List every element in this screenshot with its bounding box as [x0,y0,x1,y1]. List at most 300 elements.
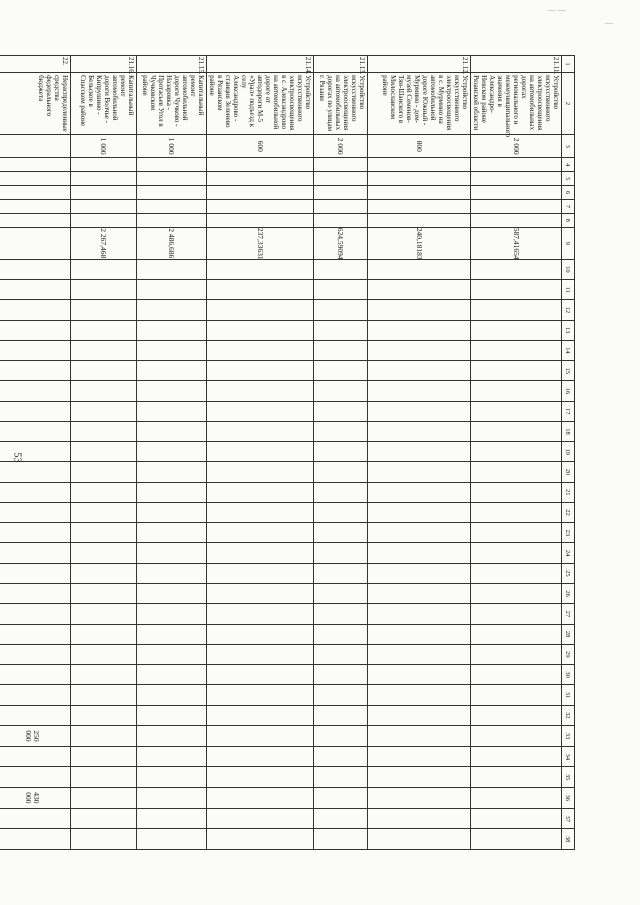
empty-cell [137,502,207,522]
empty-cell [137,200,207,214]
value-col-33 [71,725,137,746]
empty-cell [368,213,471,227]
empty-cell [137,604,207,624]
empty-cell [314,300,368,320]
empty-cell [0,685,71,705]
column-number: 28 [562,624,575,644]
empty-cell [207,747,314,767]
row-name: Устройство искусственного электроосвещения на автомобильных дорогах по улицам г. Рязани [314,73,368,135]
empty-cell [471,259,562,279]
budget-table [0,55,575,850]
empty-cell [207,381,314,401]
empty-cell [71,523,137,543]
value-col-9: 587,41654 [471,227,562,259]
value-col-9: 240,18183 [368,227,471,259]
value-col-36 [207,787,314,808]
row-index: 22. [0,56,71,73]
empty-cell [368,482,471,502]
empty-cell [71,320,137,340]
empty-cell [368,259,471,279]
empty-cell [207,809,314,829]
column-number: 9 [562,227,575,259]
empty-cell [137,482,207,502]
empty-cell [137,401,207,421]
empty-cell [207,401,314,421]
value-col-36 [471,787,562,808]
empty-cell [314,340,368,360]
empty-cell [471,543,562,563]
column-number: 10 [562,259,575,279]
column-number: 8 [562,213,575,227]
empty-cell [0,665,71,685]
empty-cell [368,442,471,462]
table-row [368,56,471,850]
empty-cell [368,523,471,543]
empty-cell [368,644,471,664]
empty-cell [137,172,207,186]
empty-cell [0,186,71,200]
empty-cell [314,829,368,850]
empty-cell [207,462,314,482]
empty-cell [471,340,562,360]
empty-cell [368,280,471,300]
empty-cell [71,829,137,850]
empty-cell [314,563,368,583]
empty-cell [314,186,368,200]
empty-cell [71,280,137,300]
column-number: 2 [562,73,575,135]
empty-cell [137,421,207,441]
empty-cell [71,200,137,214]
empty-cell [368,361,471,381]
empty-cell [368,340,471,360]
empty-cell [368,583,471,603]
empty-cell [471,502,562,522]
empty-cell [71,543,137,563]
empty-cell [0,809,71,829]
empty-cell [207,665,314,685]
column-number: 6 [562,186,575,200]
column-number: 34 [562,747,575,767]
empty-cell [207,482,314,502]
empty-cell [137,705,207,725]
empty-cell [314,604,368,624]
empty-cell [0,705,71,725]
column-number: 22 [562,502,575,522]
empty-cell [137,523,207,543]
row-name: Капитальный ремонт автомобильной дороги Волчье - Кипрушино - Бельское в Спасском районе [71,73,137,135]
empty-cell [71,172,137,186]
value-col-33 [137,725,207,746]
empty-cell [71,361,137,381]
empty-cell [137,644,207,664]
value-col-33 [314,725,368,746]
empty-cell [207,300,314,320]
empty-cell [471,685,562,705]
column-number: 30 [562,665,575,685]
empty-cell [71,340,137,360]
empty-cell [137,462,207,482]
value-col-3: 600 [207,134,314,157]
empty-cell [314,401,368,421]
empty-cell [207,340,314,360]
empty-cell [0,747,71,767]
empty-cell [71,462,137,482]
empty-cell [71,300,137,320]
empty-cell [71,482,137,502]
empty-cell [137,381,207,401]
empty-cell [0,259,71,279]
value-col-33: 250 000 [0,725,71,746]
empty-cell [314,502,368,522]
empty-cell [207,442,314,462]
value-col-3: 1 000 [71,134,137,157]
empty-cell [0,361,71,381]
value-col-9: 2 486,686 [137,227,207,259]
column-number: 13 [562,320,575,340]
empty-cell [314,442,368,462]
table-row [314,56,368,850]
empty-cell [314,259,368,279]
empty-cell [137,583,207,603]
empty-cell [471,482,562,502]
empty-cell [207,280,314,300]
empty-cell [471,186,562,200]
empty-cell [0,421,71,441]
column-number: 35 [562,767,575,787]
empty-cell [471,381,562,401]
row-index: 21.16. [71,56,137,73]
empty-cell [368,300,471,320]
column-number: 16 [562,381,575,401]
empty-cell [368,200,471,214]
empty-cell [471,644,562,664]
empty-cell [207,767,314,787]
empty-cell [314,462,368,482]
empty-cell [71,421,137,441]
empty-cell [0,523,71,543]
column-number: 36 [562,787,575,808]
empty-cell [314,482,368,502]
empty-cell [71,809,137,829]
empty-cell [71,563,137,583]
empty-cell [368,685,471,705]
empty-cell [314,809,368,829]
empty-cell [207,213,314,227]
table-row [471,56,562,850]
empty-cell [0,172,71,186]
empty-cell [137,213,207,227]
column-number: 17 [562,401,575,421]
column-number: 37 [562,809,575,829]
value-col-3 [0,134,71,157]
empty-cell [71,624,137,644]
row-index: 21.14. [207,56,314,73]
empty-cell [0,644,71,664]
empty-cell [71,685,137,705]
empty-cell [0,381,71,401]
empty-cell [368,421,471,441]
empty-cell [471,401,562,421]
column-number: 7 [562,200,575,214]
empty-cell [314,320,368,340]
empty-cell [471,665,562,685]
empty-cell [207,200,314,214]
empty-cell [471,604,562,624]
column-number: 11 [562,280,575,300]
empty-cell [71,747,137,767]
empty-cell [471,624,562,644]
empty-cell [314,381,368,401]
empty-cell [207,259,314,279]
empty-cell [368,502,471,522]
empty-cell [0,829,71,850]
empty-cell [471,300,562,320]
empty-cell [471,320,562,340]
empty-cell [314,172,368,186]
empty-cell [207,829,314,850]
empty-cell [471,563,562,583]
empty-cell [71,705,137,725]
empty-cell [368,158,471,172]
empty-cell [207,502,314,522]
empty-cell [137,685,207,705]
row-index: 21.15. [137,56,207,73]
value-col-33 [368,725,471,746]
column-number: 33 [562,725,575,746]
empty-cell [314,624,368,644]
table-row [71,56,137,850]
column-number: 1 [562,56,575,73]
empty-cell [368,563,471,583]
empty-cell [207,172,314,186]
table-row [137,56,207,850]
empty-cell [71,259,137,279]
empty-cell [71,583,137,603]
empty-cell [71,665,137,685]
empty-cell [0,401,71,421]
empty-cell [207,583,314,603]
column-number: 14 [562,340,575,360]
empty-cell [137,340,207,360]
value-col-3: 1 000 [137,134,207,157]
empty-cell [207,604,314,624]
value-col-3: 2 000 [314,134,368,157]
column-number-row [562,56,575,850]
empty-cell [0,300,71,320]
table-row [0,56,71,850]
row-name: Нераспределенные средства федерального бюджета [0,73,71,135]
empty-cell [368,624,471,644]
empty-cell [471,809,562,829]
empty-cell [368,462,471,482]
empty-cell [314,280,368,300]
empty-cell [368,381,471,401]
empty-cell [137,259,207,279]
column-number: 24 [562,543,575,563]
empty-cell [471,705,562,725]
empty-cell [0,442,71,462]
empty-cell [368,320,471,340]
value-col-36: 430 000 [0,787,71,808]
empty-cell [314,665,368,685]
empty-cell [0,280,71,300]
column-number: 27 [562,604,575,624]
empty-cell [137,280,207,300]
rotated-table-content [24,55,575,850]
empty-cell [137,829,207,850]
scan-mark: ﹏ ﹏ [548,3,566,12]
empty-cell [71,186,137,200]
column-number: 29 [562,644,575,664]
column-number: 15 [562,361,575,381]
empty-cell [0,767,71,787]
empty-cell [0,604,71,624]
empty-cell [207,320,314,340]
empty-cell [314,685,368,705]
empty-cell [471,280,562,300]
empty-cell [0,320,71,340]
empty-cell [368,172,471,186]
empty-cell [207,523,314,543]
empty-cell [207,624,314,644]
value-col-36 [71,787,137,808]
empty-cell [0,502,71,522]
empty-cell [137,767,207,787]
column-number: 32 [562,705,575,725]
empty-cell [0,583,71,603]
empty-cell [314,421,368,441]
empty-cell [71,442,137,462]
empty-cell [71,502,137,522]
row-name: Устройство искусственного электроосвещения на автомобильных дорогах регионального и межмуниципального значения в Александро-Невском районе Рязанской области [471,73,562,135]
empty-cell [368,767,471,787]
value-col-9: 237,33631 [207,227,314,259]
empty-cell [207,685,314,705]
row-name: Капитальный ремонт автомобильной дороги Чучково - Назаровка - Протасьев Угол в Чучковском районе [137,73,207,135]
empty-cell [0,624,71,644]
empty-cell [471,829,562,850]
row-name: Устройство искусственного электроосвещения в с. Мурмино на автомобильной дороге Южный - Мурмино - дом-музей Семенов-Тян-Шанского в Милославском районе [368,73,471,135]
empty-cell [368,665,471,685]
empty-cell [137,300,207,320]
empty-cell [471,421,562,441]
empty-cell [137,543,207,563]
column-number: 5 [562,172,575,186]
empty-cell [207,705,314,725]
value-col-33 [207,725,314,746]
empty-cell [368,401,471,421]
rotated-table-frame [24,55,575,850]
empty-cell [314,583,368,603]
empty-cell [207,644,314,664]
empty-cell [0,340,71,360]
column-number: 20 [562,462,575,482]
empty-cell [71,213,137,227]
value-col-36 [368,787,471,808]
empty-cell [137,361,207,381]
value-col-33 [471,725,562,746]
column-number: 25 [562,563,575,583]
empty-cell [471,523,562,543]
empty-cell [207,361,314,381]
empty-cell [314,200,368,214]
empty-cell [368,747,471,767]
page-number: 53 [11,452,23,463]
empty-cell [471,172,562,186]
empty-cell [368,705,471,725]
value-col-9 [0,227,71,259]
empty-cell [471,213,562,227]
empty-cell [137,665,207,685]
column-number: 26 [562,583,575,603]
empty-cell [137,186,207,200]
empty-cell [471,583,562,603]
value-col-36 [137,787,207,808]
scan-mark: — [605,18,613,27]
empty-cell [368,829,471,850]
column-number: 12 [562,300,575,320]
empty-cell [368,543,471,563]
value-col-3: 2 000 [471,134,562,157]
column-number: 21 [562,482,575,502]
empty-cell [314,523,368,543]
empty-cell [0,462,71,482]
empty-cell [71,381,137,401]
empty-cell [0,213,71,227]
empty-cell [0,543,71,563]
value-col-36 [314,787,368,808]
empty-cell [137,809,207,829]
empty-cell [0,158,71,172]
empty-cell [207,186,314,200]
empty-cell [0,200,71,214]
row-index: 21.11. [471,56,562,73]
empty-cell [314,705,368,725]
empty-cell [137,563,207,583]
empty-cell [368,604,471,624]
row-index: 21.12. [368,56,471,73]
empty-cell [471,462,562,482]
empty-cell [137,624,207,644]
value-col-9: 2 267,468 [71,227,137,259]
empty-cell [137,320,207,340]
empty-cell [0,482,71,502]
column-number: 31 [562,685,575,705]
empty-cell [368,809,471,829]
column-number: 3 [562,134,575,157]
empty-cell [471,442,562,462]
empty-cell [368,186,471,200]
empty-cell [71,767,137,787]
empty-cell [71,158,137,172]
empty-cell [71,401,137,421]
empty-cell [314,747,368,767]
empty-cell [71,604,137,624]
empty-cell [71,644,137,664]
empty-cell [137,747,207,767]
empty-cell [314,213,368,227]
empty-cell [471,158,562,172]
empty-cell [137,442,207,462]
empty-cell [471,767,562,787]
empty-cell [314,158,368,172]
table-body [0,56,562,850]
value-col-9: 624,59094 [314,227,368,259]
empty-cell [207,158,314,172]
column-number: 4 [562,158,575,172]
column-number: 23 [562,523,575,543]
